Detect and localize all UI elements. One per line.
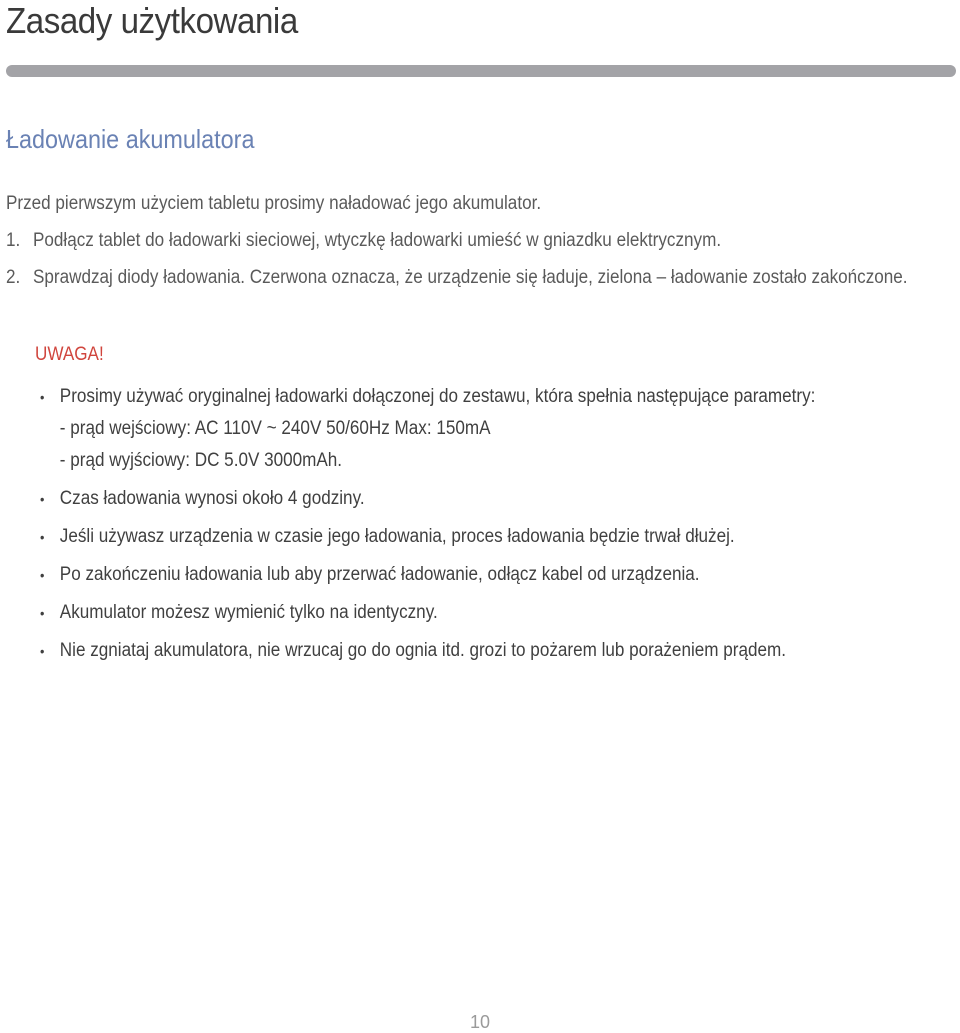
bullet-line: Jeśli używasz urządzenia w czasie jego ładowania, proces ładowania będzie trwał dłużej. bbox=[59, 526, 735, 547]
step-item bbox=[6, 230, 908, 267]
bullet-icon: • bbox=[40, 605, 45, 621]
warning-bullet-list bbox=[40, 381, 902, 673]
step-number: 2. bbox=[6, 267, 21, 288]
bullet-icon: • bbox=[40, 567, 45, 583]
bullet-icon: • bbox=[40, 491, 45, 507]
step-text: Sprawdzaj diody ładowania. Czerwona oznacza, że urządzenie się ładuje, zielona – ładowanie zostało zakończone. bbox=[33, 267, 908, 288]
page-number: 10 bbox=[469, 1012, 491, 1032]
bullet-line: Po zakończeniu ładowania lub aby przerwać ładowanie, odłącz kabel od urządzenia. bbox=[59, 564, 700, 585]
step-item bbox=[6, 267, 908, 304]
bullet-item bbox=[40, 597, 815, 629]
bullet-item bbox=[40, 381, 815, 477]
steps-list bbox=[6, 230, 960, 304]
bullet-line: - prąd wejściowy: AC 110V ~ 240V 50/60Hz Max: 150mA bbox=[59, 418, 491, 439]
bullet-icon: • bbox=[40, 529, 45, 545]
bullet-icon: • bbox=[40, 643, 45, 659]
section-heading: Ładowanie akumulatora bbox=[6, 124, 255, 154]
bullet-line: Czas ładowania wynosi około 4 godziny. bbox=[59, 488, 365, 509]
bullet-item bbox=[40, 483, 815, 515]
bullet-icon: • bbox=[40, 389, 45, 405]
intro-paragraph: Przed pierwszym użyciem tabletu prosimy naładować jego akumulator. bbox=[6, 193, 542, 214]
page-title: Zasady użytkowania bbox=[6, 0, 298, 41]
bullet-line: - prąd wyjściowy: DC 5.0V 3000mAh. bbox=[59, 450, 343, 471]
bullet-item bbox=[40, 559, 815, 591]
step-number: 1. bbox=[6, 230, 21, 251]
step-text: Podłącz tablet do ładowarki sieciowej, wtyczkę ładowarki umieść w gniazdku elektrycznym. bbox=[33, 230, 722, 251]
bullet-item bbox=[40, 521, 815, 553]
bullet-line: Prosimy używać oryginalnej ładowarki dołączonej do zestawu, która spełnia następujące parametry: bbox=[59, 386, 816, 407]
bullet-line: Akumulator możesz wymienić tylko na identyczny. bbox=[59, 602, 438, 623]
title-divider bbox=[6, 65, 956, 77]
bullet-item bbox=[40, 635, 815, 667]
warning-title: UWAGA! bbox=[35, 344, 104, 365]
bullet-line: Nie zgniataj akumulatora, nie wrzucaj go do ognia itd. grozi to pożarem lub porażeniem prądem. bbox=[59, 640, 787, 661]
